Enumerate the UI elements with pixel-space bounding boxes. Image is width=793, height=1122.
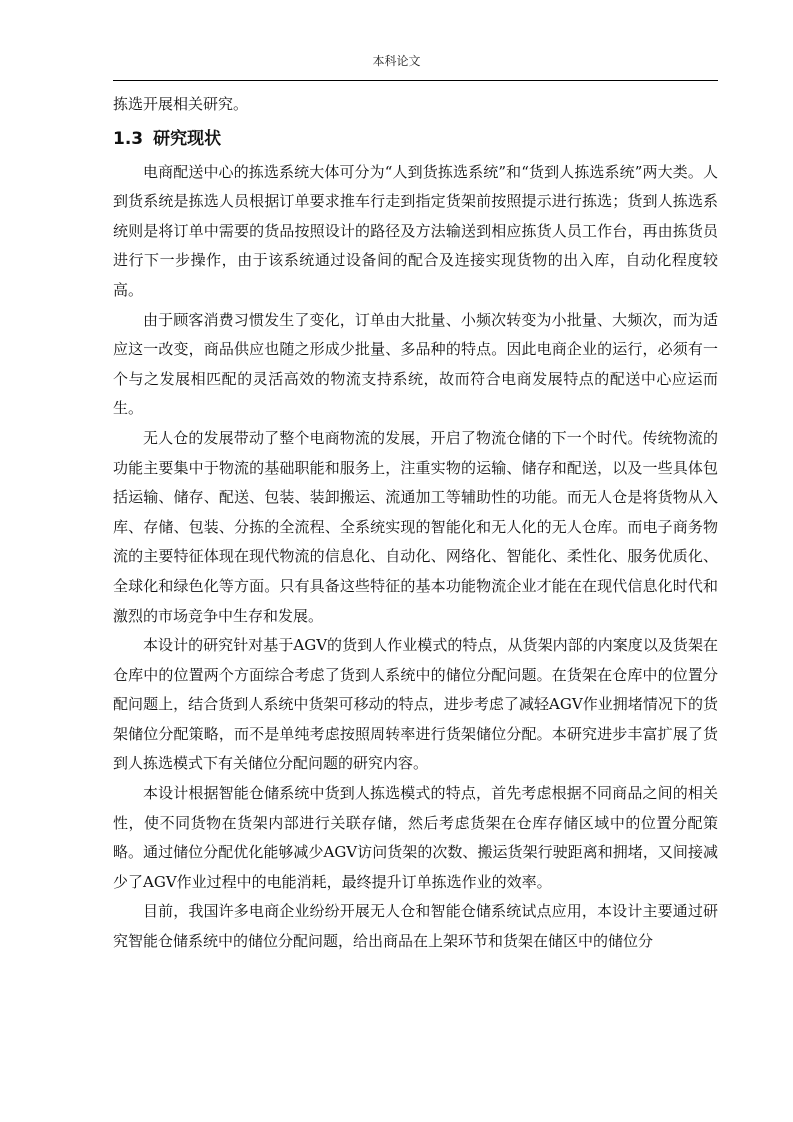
section-heading xyxy=(113,123,718,155)
paragraph-2: 由于顾客消费习惯发生了变化，订单由大批量、小频次转变为小批量、大频次，而为适应这一改变，商品供应也随之形成少批量、多品种的特点。因此电商企业的运行，必须有一个与之发展相匹配的灵活高效的物流支持系统，故而符合电商发展特点的配送中心应运而生。 xyxy=(113,310,718,418)
header-rule xyxy=(113,80,718,81)
continuation-text: 拣选开展相关研究。 xyxy=(113,95,249,113)
paragraph-6: 目前，我国许多电商企业纷纷开展无人仓和智能仓储系统试点应用，本设计主要通过研究智能仓储系统中的储位分配问题，给出商品在上架环节和货架在储区中的储位分 xyxy=(113,902,718,951)
section-number: 1.3 xyxy=(113,128,144,149)
paragraph-3: 无人仓的发展带动了整个电商物流的发展，开启了物流仓储的下一个时代。传统物流的功能主要集中于物流的基础职能和服务上，注重实物的运输、储存和配送，以及一些具体包括运输、储存、配送、包装、装卸搬运、流通加工等辅助性的功能。而无人仓是将货物从入库、存储、包装、分拣的全流程、全系统实现的智能化和无人化的无人仓库。而电子商务物流的主要特征体现在现代物流的信息化、自动化、网络化、智能化、柔性化、服务优质化、全球化和绿色化等方面。只有具备这些特征的基本功能物流企业才能在在现代信息化时代和激烈的市场竞争中生存和发展。 xyxy=(113,428,718,625)
section-title: 研究现状 xyxy=(153,128,222,149)
paragraph-4: 本设计的研究针对基于AGV的货到人作业模式的特点，从货架内部的内案度以及货架在仓库中的位置两个方面综合考虑了货到人系统中的储位分配问题。在货架在仓库中的位置分配问题上，结合货到人系统中货架可移动的特点，进步考虑了减轻AGV作业拥堵情况下的货架储位分配策略，而不是单纯考虑按照周转率进行货架储位分配。本研究进步丰富扩展了货到人拣选模式下有关储位分配问题的研究内容。 xyxy=(113,636,718,773)
page-body xyxy=(113,90,718,957)
paragraph-5: 本设计根据智能仓储系统中货到人拣选模式的特点，首先考虑根据不同商品之间的相关性，使不同货物在货架内部进行关联存储，然后考虑货架在仓库存储区域中的位置分配策略。通过储位分配优化能够减少AGV访问货架的次数、搬运货架行驶距离和拥堵，又间接减少了AGV作业过程中的电能消耗，最终提升订单拣选作业的效率。 xyxy=(113,784,718,891)
paragraph-1: 电商配送中心的拣选系统大体可分为“人到货拣选系统”和“货到人拣选系统”两大类。人到货系统是拣选人员根据订单要求推车行走到指定货架前按照提示进行拣选；货到人拣选系统则是将订单中需要的货品按照设计的路径及方法输送到相应拣货人员工作台，再由拣货员进行下一步操作，由于该系统通过设备间的配合及连接实现货物的出入库，自动化程度较高。 xyxy=(113,162,718,299)
page-header: 本科论文 xyxy=(372,54,421,68)
